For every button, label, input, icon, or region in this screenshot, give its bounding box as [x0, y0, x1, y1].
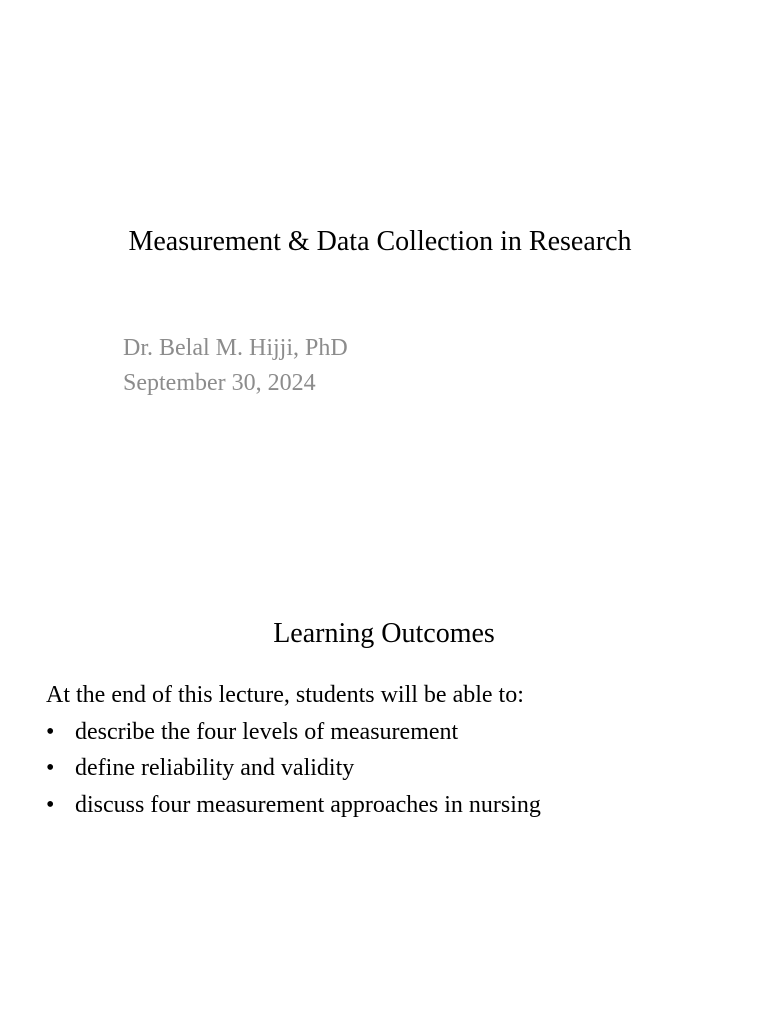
presentation-title: Measurement & Data Collection in Research — [128, 226, 632, 257]
author-name: Dr. Belal M. Hijji, PhD — [123, 335, 348, 361]
learning-outcomes-heading: Learning Outcomes — [273, 618, 495, 649]
bullet-icon: • — [46, 718, 55, 745]
learning-outcomes-body — [46, 677, 746, 823]
outcomes-intro: At the end of this lecture, students will be able to: — [46, 682, 524, 708]
list-item-text: describe the four levels of measurement — [75, 718, 459, 745]
list-item — [46, 750, 746, 787]
list-item-text: discuss four measurement approaches in nursing — [75, 791, 541, 818]
bullet-icon: • — [46, 755, 55, 781]
outcomes-list — [46, 714, 746, 824]
bullet-icon: • — [46, 791, 55, 818]
list-item — [46, 714, 746, 751]
presentation-date: September 30, 2024 — [123, 370, 316, 396]
list-item — [46, 787, 746, 824]
subtitle-block — [123, 331, 348, 401]
list-item-text: define reliability and validity — [75, 755, 355, 781]
